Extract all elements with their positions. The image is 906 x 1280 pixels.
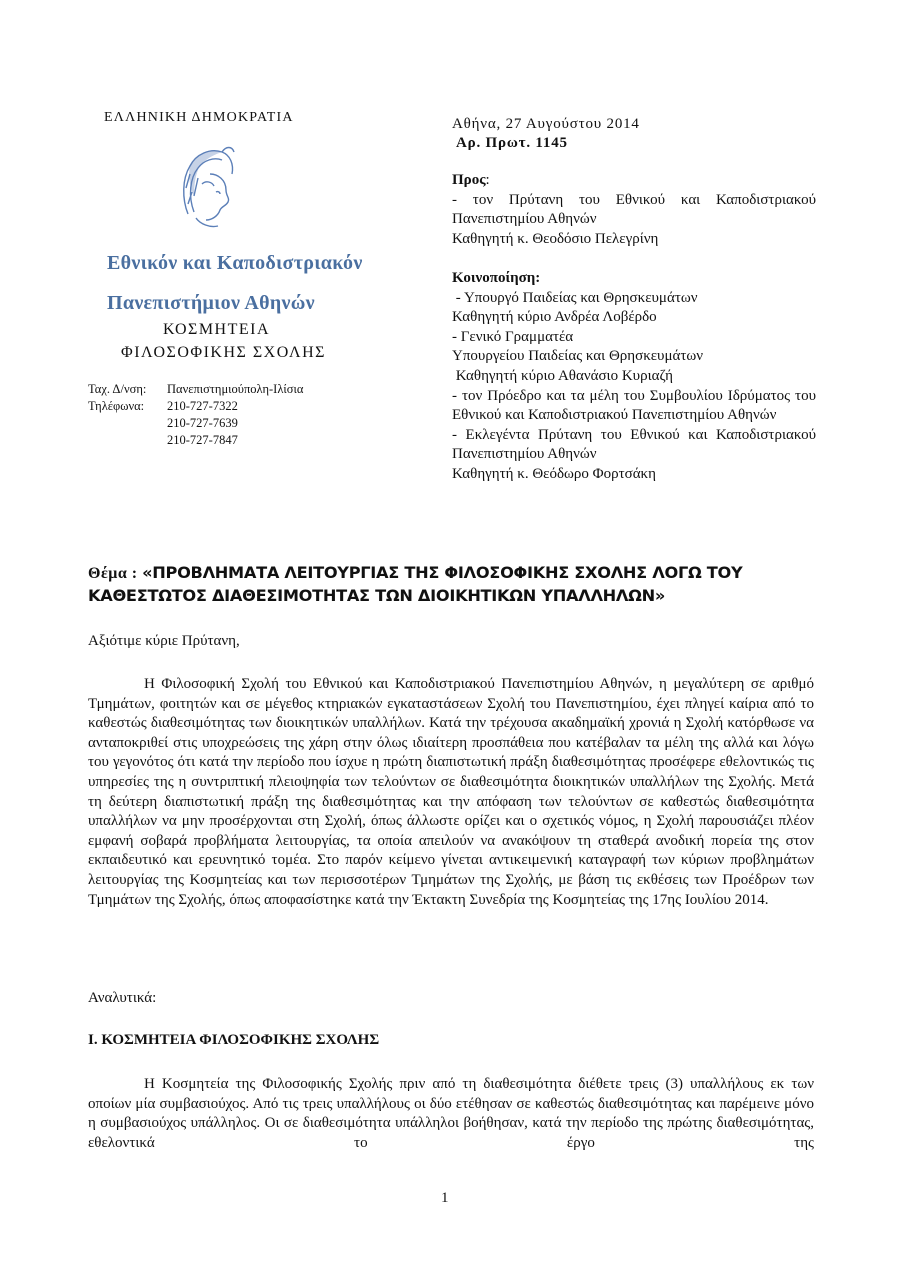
phone-label: Τηλέφωνα:: [88, 399, 145, 413]
republic-heading: ΕΛΛΗΝΙΚΗ ΔΗΜΟΚΡΑΤΙΑ: [104, 110, 294, 125]
analytic-label: Αναλυτικά:: [88, 990, 157, 1006]
cc-line: Καθηγητή κύριο Αθανάσιο Κυριαζή: [452, 367, 673, 384]
cc-line: - Υπουργό Παιδείας και Θρησκευμάτων: [452, 289, 698, 306]
cc-line: Καθηγητή κύριο Ανδρέα Λοβέρδο: [452, 309, 657, 326]
protocol-number: Αρ. Πρωτ. 1145: [456, 135, 568, 151]
subject-line: [88, 562, 818, 607]
athena-head-icon: [176, 144, 240, 230]
recipients-colon: :: [485, 172, 490, 188]
paragraph-text: Η Φιλοσοφική Σχολή του Εθνικού και Καποδιστριακού Πανεπιστημίου Αθηνών, η μεγαλύτερη σε αριθμό Τμημάτων, φοιτητών και σε μέγεθος κτηριακών εγκαταστάσεων Σχολή του Πανεπιστημίου, έχει πληγεί καίρια από το καθεστώς διαθεσιμότητας των διοικητικών υπαλλήλων. Κατά την τρέχουσα ακαδημαϊκή χρονιά η Σχολή κατόρθωσε να ανταποκριθεί στις υποχρεώσεις της χάρη στην όλως ιδιαίτερη προσπάθεια που κατέβαλαν τα μέλη της αλλά και λόγω του γεγονότος ότι κατά την περίοδο που ίσχυε η πρώτη διαπιστωτική πράξη διαθεσιμότητας προσέφερε εθελοντικώς τις υπηρεσίες της η συντριπτική πλειοψηφία των τελούντων σε διαθεσιμότητα διοικητικών υπαλλήλων της Σχολής. Μετά τη δεύτερη διαπιστωτική πράξη της διαθεσιμότητας και την απόφαση των τελούντων σε καθεστώς διαθεσιμότητα υπαλλήλων να μην προσέρχονται στη Σχολή, όπως άλλωστε ορίζει και ο σχετικός νόμος, η Σχολή παρουσιάζει πλέον εμφανή σοβαρά προβλήματα λειτουργίας, τα οποία απειλούν να ανακόψουν τη σταθερά ανοδική πορεία της στον εκπαιδευτικό και ερευνητικό τομέα. Στο παρόν κείμενο γίνεται αντικειμενική καταγραφή των κύριων προβλημάτων λειτουργίας της Κοσμητείας και των περισσοτέρων Τμημάτων της Σχολής, με βάση τις εκθέσεις των Προέδρων των Τμημάτων της Σχολής, όπως αποφασίστηκε κατά την Έκτακτη Συνεδρία της Κοσμητείας της 17ης Ιουλίου 2014.: [88, 676, 814, 908]
cc-block: [452, 269, 816, 485]
page-number: 1: [441, 1190, 449, 1206]
school-heading: ΦΙΛΟΣΟΦΙΚΗΣ ΣΧΟΛΗΣ: [121, 344, 326, 361]
greeting: Αξιότιμε κύριε Πρύτανη,: [88, 633, 240, 649]
paragraph-text: Η Κοσμητεία της Φιλοσοφικής Σχολής πριν από τη διαθεσιμότητα διέθετε τρεις (3) υπαλλήλους εκ των οποίων μία συμβασιούχος. Από τις τρεις υπαλλήλους οι δύο ετέθησαν σε καθεστώς διαθεσιμότητας και παρέμεινε μόνο η συμβασιούχος υπάλληλος. Οι σε διαθεσιμότητα υπάλληλοι βοήθησαν, κατά την περίοδο της πρώτης διαθεσιμότητας, εθελοντικά το έργο της: [88, 1076, 814, 1151]
phone-number: 210-727-7847: [167, 433, 238, 447]
recipient-line: - τον Πρύτανη του Εθνικού και Καποδιστριακού Πανεπιστημίου Αθηνών: [452, 191, 816, 228]
contact-info: [88, 381, 303, 449]
letter-date: Αθήνα, 27 Αυγούστου 2014: [452, 116, 640, 132]
body-paragraph: [88, 1075, 814, 1153]
cc-line: Υπουργείου Παιδείας και Θρησκευμάτων: [452, 348, 704, 365]
phone-number: 210-727-7639: [167, 416, 238, 430]
body-paragraph: [88, 675, 814, 910]
cc-line: Καθηγητή κ. Θεόδωρο Φορτσάκη: [452, 465, 656, 482]
recipients-block: [452, 171, 816, 249]
cc-line: - Γενικό Γραμματέα: [452, 328, 574, 345]
recipient-line: Καθηγητή κ. Θεοδόσιο Πελεγρίνη: [452, 230, 659, 247]
section-heading: Ι. ΚΟΣΜΗΤΕΙΑ ΦΙΛΟΣΟΦΙΚΗΣ ΣΧΟΛΗΣ: [88, 1032, 380, 1048]
subject-label: Θέμα :: [88, 565, 143, 582]
cc-label: Κοινοποίηση:: [452, 270, 541, 286]
address-value: Πανεπιστημιούπολη-Ιλίσια: [167, 382, 304, 396]
address-label: Ταχ. Δ/νση:: [88, 382, 147, 396]
phone-number: 210-727-7322: [167, 399, 238, 413]
deanery-heading: ΚΟΣΜΗΤΕΙΑ: [163, 321, 271, 338]
cc-line: - τον Πρόεδρο και τα μέλη του Συμβουλίου Ιδρύματος του Εθνικού και Καποδιστριακού Πανεπιστημίου Αθηνών: [452, 387, 816, 424]
university-name-line2: Πανεπιστήμιον Αθηνών: [107, 292, 315, 314]
university-name-line1: Εθνικόν και Καποδιστριακόν: [107, 252, 363, 274]
subject-text: «ΠΡΟΒΛΗΜΑΤΑ ΛΕΙΤΟΥΡΓΙΑΣ ΤΗΣ ΦΙΛΟΣΟΦΙΚΗΣ ΣΧΟΛΗΣ ΛΟΓΩ ΤΟΥ ΚΑΘΕΣΤΩΤΟΣ ΔΙΑΘΕΣΙΜΟΤΗΤΑΣ ΤΩΝ ΔΙΟΙΚΗΤΙΚΩΝ ΥΠΑΛΛΗΛΩΝ»: [88, 563, 743, 605]
cc-line: - Εκλεγέντα Πρύτανη του Εθνικού και Καποδιστριακού Πανεπιστημίου Αθηνών: [452, 426, 816, 463]
recipients-label: Προς: [452, 172, 486, 188]
